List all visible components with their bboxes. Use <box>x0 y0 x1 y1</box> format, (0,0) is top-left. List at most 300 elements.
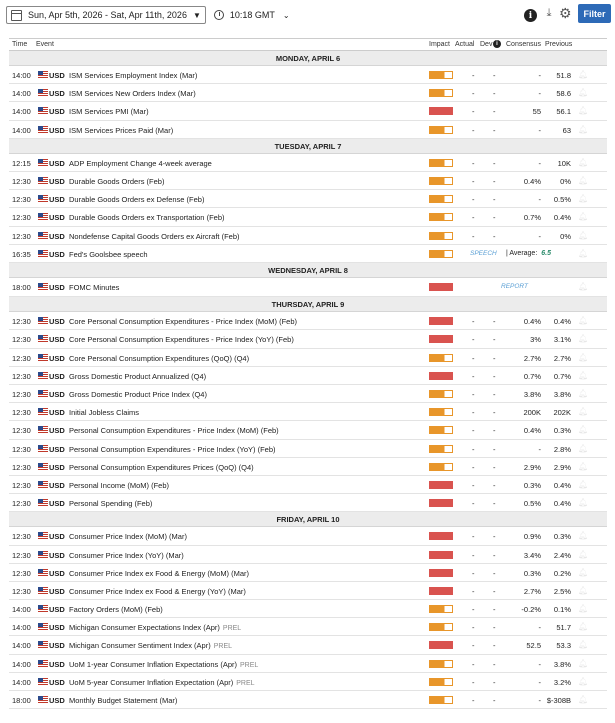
consensus-value: - <box>538 623 541 633</box>
table-row[interactable] <box>9 546 607 564</box>
table-row[interactable] <box>9 440 607 458</box>
currency-code: USD <box>49 176 65 186</box>
bell-icon[interactable]: 🔔︎ <box>578 549 589 559</box>
previous-value: 0.2% <box>553 568 571 578</box>
us-flag-icon <box>38 696 48 703</box>
previous-value: 2.9% <box>553 462 571 472</box>
bell-icon[interactable]: 🔔︎ <box>578 106 589 116</box>
actual-value: - <box>472 335 475 345</box>
event-name[interactable] <box>69 177 164 186</box>
event-name[interactable] <box>69 408 139 417</box>
bell-icon[interactable]: 🔔︎ <box>578 389 589 399</box>
table-row[interactable] <box>9 655 607 673</box>
consensus-value: - <box>538 231 541 241</box>
us-flag-icon <box>38 532 48 539</box>
day-header: WEDNESDAY, APRIL 8 <box>9 263 607 278</box>
table-row[interactable] <box>9 618 607 636</box>
bell-icon[interactable]: 🔔︎ <box>578 443 589 453</box>
table-row[interactable] <box>9 312 607 330</box>
previous-value: 0% <box>560 231 571 241</box>
event-name-text: Consumer Price Index ex Food & Energy (MoM) (Mar) <box>69 568 250 578</box>
actual-value: - <box>472 623 475 633</box>
event-name[interactable] <box>69 696 177 705</box>
event-name[interactable] <box>69 445 276 454</box>
actual-value: - <box>472 231 475 241</box>
bell-icon[interactable]: 🔔︎ <box>578 282 589 292</box>
consensus-value: 3.8% <box>523 390 541 400</box>
consensus-value: 0.7% <box>523 371 541 381</box>
previous-value: 202K <box>553 408 571 418</box>
us-flag-icon <box>38 213 48 220</box>
us-flag-icon <box>38 623 48 630</box>
event-name-text: Monthly Budget Statement (Mar) <box>69 696 178 706</box>
actual-value: - <box>472 107 475 117</box>
impact-indicator <box>429 696 453 704</box>
event-name[interactable] <box>69 213 225 222</box>
previous-value: 51.8 <box>556 71 571 80</box>
bell-icon[interactable]: 🔔︎ <box>578 230 589 240</box>
table-row[interactable] <box>9 367 607 385</box>
event-name[interactable] <box>69 195 204 204</box>
consensus-value: 0.4% <box>523 426 541 436</box>
impact-indicator <box>429 678 453 686</box>
actual-value: - <box>472 677 475 687</box>
table-row[interactable] <box>9 245 607 264</box>
previous-value: 2.8% <box>553 444 571 454</box>
table-row[interactable] <box>9 121 607 139</box>
event-name[interactable] <box>69 71 197 80</box>
impact-indicator <box>429 159 453 167</box>
bell-icon[interactable]: 🔔︎ <box>578 334 589 344</box>
consensus-value: 2.9% <box>523 462 541 472</box>
event-time: 12:30 <box>12 335 31 345</box>
table-row[interactable] <box>9 673 607 691</box>
event-time: 12:30 <box>12 568 31 578</box>
actual-value: - <box>472 532 475 542</box>
bell-icon[interactable]: 🔔︎ <box>578 676 589 686</box>
currency-code: USD <box>49 158 65 168</box>
event-name[interactable] <box>69 354 249 363</box>
event-name-text: Gross Domestic Product Annualized (Q4) <box>69 371 207 381</box>
bell-icon[interactable]: 🔔︎ <box>578 88 589 98</box>
header-consensus: Consensus <box>506 41 542 48</box>
bell-icon[interactable]: 🔔︎ <box>578 461 589 471</box>
us-flag-icon <box>38 569 48 576</box>
day-header: THURSDAY, APRIL 9 <box>9 297 607 312</box>
deviation-value: - <box>493 353 496 363</box>
deviation-value: - <box>493 641 496 651</box>
deviation-value: - <box>493 499 496 509</box>
currency-code: USD <box>49 353 65 363</box>
event-name[interactable] <box>69 107 149 116</box>
us-flag-icon <box>38 481 48 488</box>
impact-indicator <box>429 250 453 258</box>
table-row[interactable] <box>9 102 607 120</box>
previous-value: 3.8% <box>553 390 571 400</box>
clock-icon <box>214 10 224 20</box>
impact-indicator <box>429 551 453 559</box>
consensus-value: 0.9% <box>523 532 541 542</box>
actual-value: - <box>472 176 475 186</box>
consensus-value: -0.2% <box>521 605 541 615</box>
impact-indicator <box>429 408 453 416</box>
timezone-selector[interactable] <box>214 10 290 20</box>
event-time: 12:30 <box>12 532 31 542</box>
day-header: TUESDAY, APRIL 7 <box>9 139 607 154</box>
us-flag-icon <box>38 177 48 184</box>
download-icon[interactable]: ⤓ <box>546 7 552 19</box>
bell-icon[interactable]: 🔔︎ <box>578 370 589 380</box>
us-flag-icon <box>38 390 48 397</box>
event-name[interactable] <box>69 623 241 632</box>
currency-code: USD <box>49 249 65 259</box>
event-name[interactable] <box>69 250 148 259</box>
bell-icon[interactable]: 🔔︎ <box>578 695 589 705</box>
event-name-text: UoM 1-year Consumer Inflation Expectations (Apr) <box>69 659 237 669</box>
currency-code: USD <box>49 426 65 436</box>
consensus-value: 200K <box>523 408 541 418</box>
event-name[interactable] <box>69 641 232 650</box>
deviation-value: - <box>493 371 496 381</box>
actual-value: - <box>472 125 475 135</box>
actual-value: - <box>472 568 475 578</box>
previous-value: 0.4% <box>553 480 571 490</box>
deviation-value: - <box>493 195 496 205</box>
table-row[interactable] <box>9 600 607 618</box>
currency-code: USD <box>49 317 65 327</box>
event-time: 14:00 <box>12 641 31 651</box>
event-name[interactable] <box>69 335 294 344</box>
table-row[interactable] <box>9 190 607 208</box>
consensus-value: 55 <box>532 107 541 117</box>
deviation-value: - <box>493 550 496 560</box>
event-time: 12:30 <box>12 231 31 241</box>
impact-indicator <box>429 499 453 507</box>
bell-icon[interactable]: 🔔︎ <box>578 479 589 489</box>
event-name[interactable] <box>69 317 297 326</box>
previous-value: $-308B <box>546 696 571 706</box>
us-flag-icon <box>38 232 48 239</box>
bell-icon[interactable]: 🔔︎ <box>578 585 589 595</box>
table-row[interactable] <box>9 154 607 172</box>
bell-icon[interactable]: 🔔︎ <box>578 352 589 362</box>
table-row[interactable] <box>9 66 607 84</box>
table-body <box>9 51 607 709</box>
consensus-value: - <box>538 696 541 706</box>
table-row[interactable] <box>9 564 607 582</box>
event-name-text: ISM Services Employment Index (Mar) <box>69 71 198 80</box>
bell-icon[interactable]: 🔔︎ <box>578 157 589 167</box>
event-name-text: Personal Spending (Feb) <box>69 499 153 509</box>
table-row[interactable] <box>9 636 607 654</box>
previous-value: 3.1% <box>553 335 571 345</box>
bell-icon[interactable]: 🔔︎ <box>578 248 589 258</box>
bell-icon[interactable]: 🔔︎ <box>578 567 589 577</box>
us-flag-icon <box>38 641 48 648</box>
actual-value: - <box>472 550 475 560</box>
event-time: 12:30 <box>12 426 31 436</box>
event-name-text: ISM Services PMI (Mar) <box>69 107 149 117</box>
average-label <box>506 250 551 257</box>
impact-indicator <box>429 354 453 362</box>
event-name-text: Personal Consumption Expenditures - Price Index (MoM) (Feb) <box>69 426 279 436</box>
currency-code: USD <box>49 623 65 633</box>
gear-icon[interactable]: ⚙ <box>559 5 572 21</box>
actual-value: - <box>472 195 475 205</box>
consensus-value: 0.3% <box>523 480 541 490</box>
event-name-text: Michigan Consumer Expectations Index (Apr) <box>69 623 220 633</box>
us-flag-icon <box>38 250 48 257</box>
deviation-value: - <box>493 444 496 454</box>
consensus-value: - <box>538 89 541 99</box>
impact-indicator <box>429 390 453 398</box>
bell-icon[interactable]: 🔔︎ <box>578 407 589 417</box>
info-icon[interactable]: i <box>524 9 537 22</box>
impact-indicator <box>429 623 453 631</box>
us-flag-icon <box>38 283 48 290</box>
event-time: 12:30 <box>12 390 31 400</box>
previous-value: 0.3% <box>553 426 571 436</box>
date-range-picker[interactable] <box>6 6 206 24</box>
us-flag-icon <box>38 551 48 558</box>
event-time: 12:30 <box>12 213 31 223</box>
event-name[interactable] <box>69 126 173 135</box>
event-name-text: Durable Goods Orders ex Defense (Feb) <box>69 195 205 205</box>
consensus-value: 52.5 <box>526 641 541 651</box>
currency-code: USD <box>49 195 65 205</box>
deviation-value: - <box>493 125 496 135</box>
impact-indicator <box>429 283 453 291</box>
event-name[interactable] <box>69 587 246 596</box>
event-time: 12:15 <box>12 158 31 168</box>
us-flag-icon <box>38 107 48 114</box>
impact-indicator <box>429 89 453 97</box>
consensus-value: - <box>538 71 541 80</box>
event-name[interactable] <box>69 463 254 472</box>
previous-value: 3.2% <box>553 677 571 687</box>
bell-icon[interactable]: 🔔︎ <box>578 212 589 222</box>
impact-indicator <box>429 426 453 434</box>
header-actual: Actual <box>455 41 475 48</box>
table-row[interactable] <box>9 330 607 348</box>
currency-code: USD <box>49 390 65 400</box>
impact-indicator <box>429 481 453 489</box>
impact-indicator <box>429 126 453 134</box>
previous-value: 0.4% <box>553 213 571 223</box>
actual-value: - <box>472 408 475 418</box>
bell-icon[interactable]: 🔔︎ <box>578 124 589 134</box>
event-name[interactable] <box>69 372 206 381</box>
currency-code: USD <box>49 213 65 223</box>
bell-icon[interactable]: 🔔︎ <box>578 175 589 185</box>
event-name[interactable] <box>69 481 169 490</box>
event-name-text: Nondefense Capital Goods Orders ex Aircraft (Feb) <box>69 231 240 241</box>
deviation-value: - <box>493 426 496 436</box>
table-row[interactable] <box>9 227 607 245</box>
bell-icon[interactable]: 🔔︎ <box>578 531 589 541</box>
currency-code: USD <box>49 335 65 345</box>
actual-value: - <box>472 462 475 472</box>
currency-code: USD <box>49 605 65 615</box>
bell-icon[interactable]: 🔔︎ <box>578 498 589 508</box>
deviation-value: - <box>493 231 496 241</box>
event-time: 12:30 <box>12 480 31 490</box>
table-row[interactable] <box>9 278 607 297</box>
table-row[interactable] <box>9 458 607 476</box>
table-row[interactable] <box>9 403 607 421</box>
header-event: Event <box>36 41 54 48</box>
event-name[interactable] <box>69 283 119 292</box>
actual-value: - <box>472 371 475 381</box>
table-row[interactable] <box>9 172 607 190</box>
bell-icon[interactable]: 🔔︎ <box>578 425 589 435</box>
consensus-value: 0.7% <box>523 213 541 223</box>
us-flag-icon <box>38 126 48 133</box>
preliminary-badge: PREL <box>240 661 259 669</box>
previous-value: 58.6 <box>556 89 571 99</box>
event-name[interactable] <box>69 569 249 578</box>
event-time: 14:00 <box>12 677 31 687</box>
impact-indicator <box>429 195 453 203</box>
bell-icon[interactable]: 🔔︎ <box>578 316 589 326</box>
bell-icon[interactable]: 🔔︎ <box>578 640 589 650</box>
event-name-text: Personal Income (MoM) (Feb) <box>69 480 170 490</box>
event-name[interactable] <box>69 532 187 541</box>
impact-indicator <box>429 641 453 649</box>
table-row[interactable] <box>9 582 607 600</box>
consensus-value: - <box>538 444 541 454</box>
impact-indicator <box>429 660 453 668</box>
deviation-value: - <box>493 659 496 669</box>
deviation-value: - <box>493 71 496 80</box>
table-row[interactable] <box>9 527 607 545</box>
consensus-value: - <box>538 677 541 687</box>
consensus-value: - <box>538 659 541 669</box>
bell-icon[interactable]: 🔔︎ <box>578 622 589 632</box>
table-row[interactable] <box>9 476 607 494</box>
event-name-text: Durable Goods Orders ex Transportation (Feb) <box>69 213 225 223</box>
event-name-text: ISM Services Prices Paid (Mar) <box>69 125 174 135</box>
filter-button[interactable]: Filter <box>578 4 611 23</box>
average-text: | Average: <box>506 249 538 257</box>
actual-value: - <box>472 444 475 454</box>
table-row[interactable] <box>9 84 607 102</box>
deviation-value: - <box>493 107 496 117</box>
preliminary-badge: PREL <box>213 643 233 651</box>
event-time: 14:00 <box>12 605 31 615</box>
event-time: 14:00 <box>12 71 31 80</box>
impact-indicator <box>429 605 453 613</box>
chevron-down-icon: ⌄ <box>282 10 290 20</box>
day-header: MONDAY, APRIL 6 <box>9 51 607 66</box>
us-flag-icon <box>38 317 48 324</box>
preliminary-badge: PREL <box>222 625 242 633</box>
previous-value: 0.3% <box>553 532 571 542</box>
event-name-text: FOMC Minutes <box>69 283 120 293</box>
currency-code: USD <box>49 677 65 687</box>
table-row[interactable] <box>9 691 607 709</box>
event-name[interactable] <box>69 605 163 614</box>
event-name-text: Michigan Consumer Sentiment Index (Apr) <box>69 641 211 651</box>
event-time: 12:30 <box>12 371 31 381</box>
impact-indicator <box>429 317 453 325</box>
event-time: 12:30 <box>12 550 31 560</box>
bell-icon[interactable]: 🔔︎ <box>578 70 589 79</box>
event-name[interactable] <box>69 390 207 399</box>
event-name-text: Core Personal Consumption Expenditures (QoQ) (Q4) <box>69 353 250 363</box>
consensus-value: 2.7% <box>523 586 541 596</box>
event-name[interactable] <box>69 89 196 98</box>
table-row[interactable] <box>9 421 607 439</box>
deviation-value: - <box>493 317 496 327</box>
impact-indicator <box>429 213 453 221</box>
event-name[interactable] <box>69 159 212 168</box>
dev-info-icon[interactable]: i <box>493 40 501 48</box>
event-name[interactable] <box>69 660 258 669</box>
currency-code: USD <box>49 696 65 706</box>
consensus-value: 0.4% <box>523 176 541 186</box>
previous-value: 10K <box>557 158 571 168</box>
report-badge: REPORT <box>501 283 528 291</box>
event-time: 14:00 <box>12 89 31 99</box>
previous-value: 56.1 <box>556 107 571 117</box>
average-value: 6.5 <box>541 249 552 257</box>
event-name[interactable] <box>69 232 240 241</box>
us-flag-icon <box>38 335 48 342</box>
deviation-value: - <box>493 158 496 168</box>
currency-code: USD <box>49 659 65 669</box>
bell-icon[interactable]: 🔔︎ <box>578 658 589 668</box>
table-row[interactable] <box>9 494 607 512</box>
impact-indicator <box>429 335 453 343</box>
previous-value: 2.7% <box>553 353 571 363</box>
event-name[interactable] <box>69 426 279 435</box>
event-name-text: Personal Consumption Expenditures - Price Index (YoY) (Feb) <box>69 444 276 454</box>
us-flag-icon <box>38 463 48 470</box>
us-flag-icon <box>38 354 48 361</box>
us-flag-icon <box>38 426 48 433</box>
previous-value: 2.4% <box>553 550 571 560</box>
actual-value: - <box>472 605 475 615</box>
impact-indicator <box>429 71 453 79</box>
bell-icon[interactable]: 🔔︎ <box>578 604 589 614</box>
event-name-text: Core Personal Consumption Expenditures - Price Index (YoY) (Feb) <box>69 335 294 345</box>
event-name-text: UoM 5-year Consumer Inflation Expectation (Apr) <box>69 677 234 687</box>
currency-code: USD <box>49 444 65 454</box>
impact-indicator <box>429 587 453 595</box>
deviation-value: - <box>493 623 496 633</box>
event-name[interactable] <box>69 499 152 508</box>
day-header: FRIDAY, APRIL 10 <box>9 512 607 527</box>
event-name[interactable] <box>69 678 255 687</box>
table-row[interactable] <box>9 208 607 226</box>
event-name-text: Personal Consumption Expenditures Prices (QoQ) (Q4) <box>69 462 254 472</box>
consensus-value: 2.7% <box>523 353 541 363</box>
previous-value: 0.4% <box>553 317 571 327</box>
currency-code: USD <box>49 586 65 596</box>
deviation-value: - <box>493 462 496 472</box>
bell-icon[interactable]: 🔔︎ <box>578 194 589 204</box>
impact-indicator <box>429 532 453 540</box>
previous-value: 0.5% <box>553 195 571 205</box>
header-previous: Previous <box>545 41 573 48</box>
us-flag-icon <box>38 408 48 415</box>
table-row[interactable] <box>9 385 607 403</box>
event-name-text: Core Personal Consumption Expenditures - Price Index (MoM) (Feb) <box>69 317 298 327</box>
table-row[interactable] <box>9 349 607 367</box>
event-name-text: Initial Jobless Claims <box>69 408 140 418</box>
event-name[interactable] <box>69 551 184 560</box>
